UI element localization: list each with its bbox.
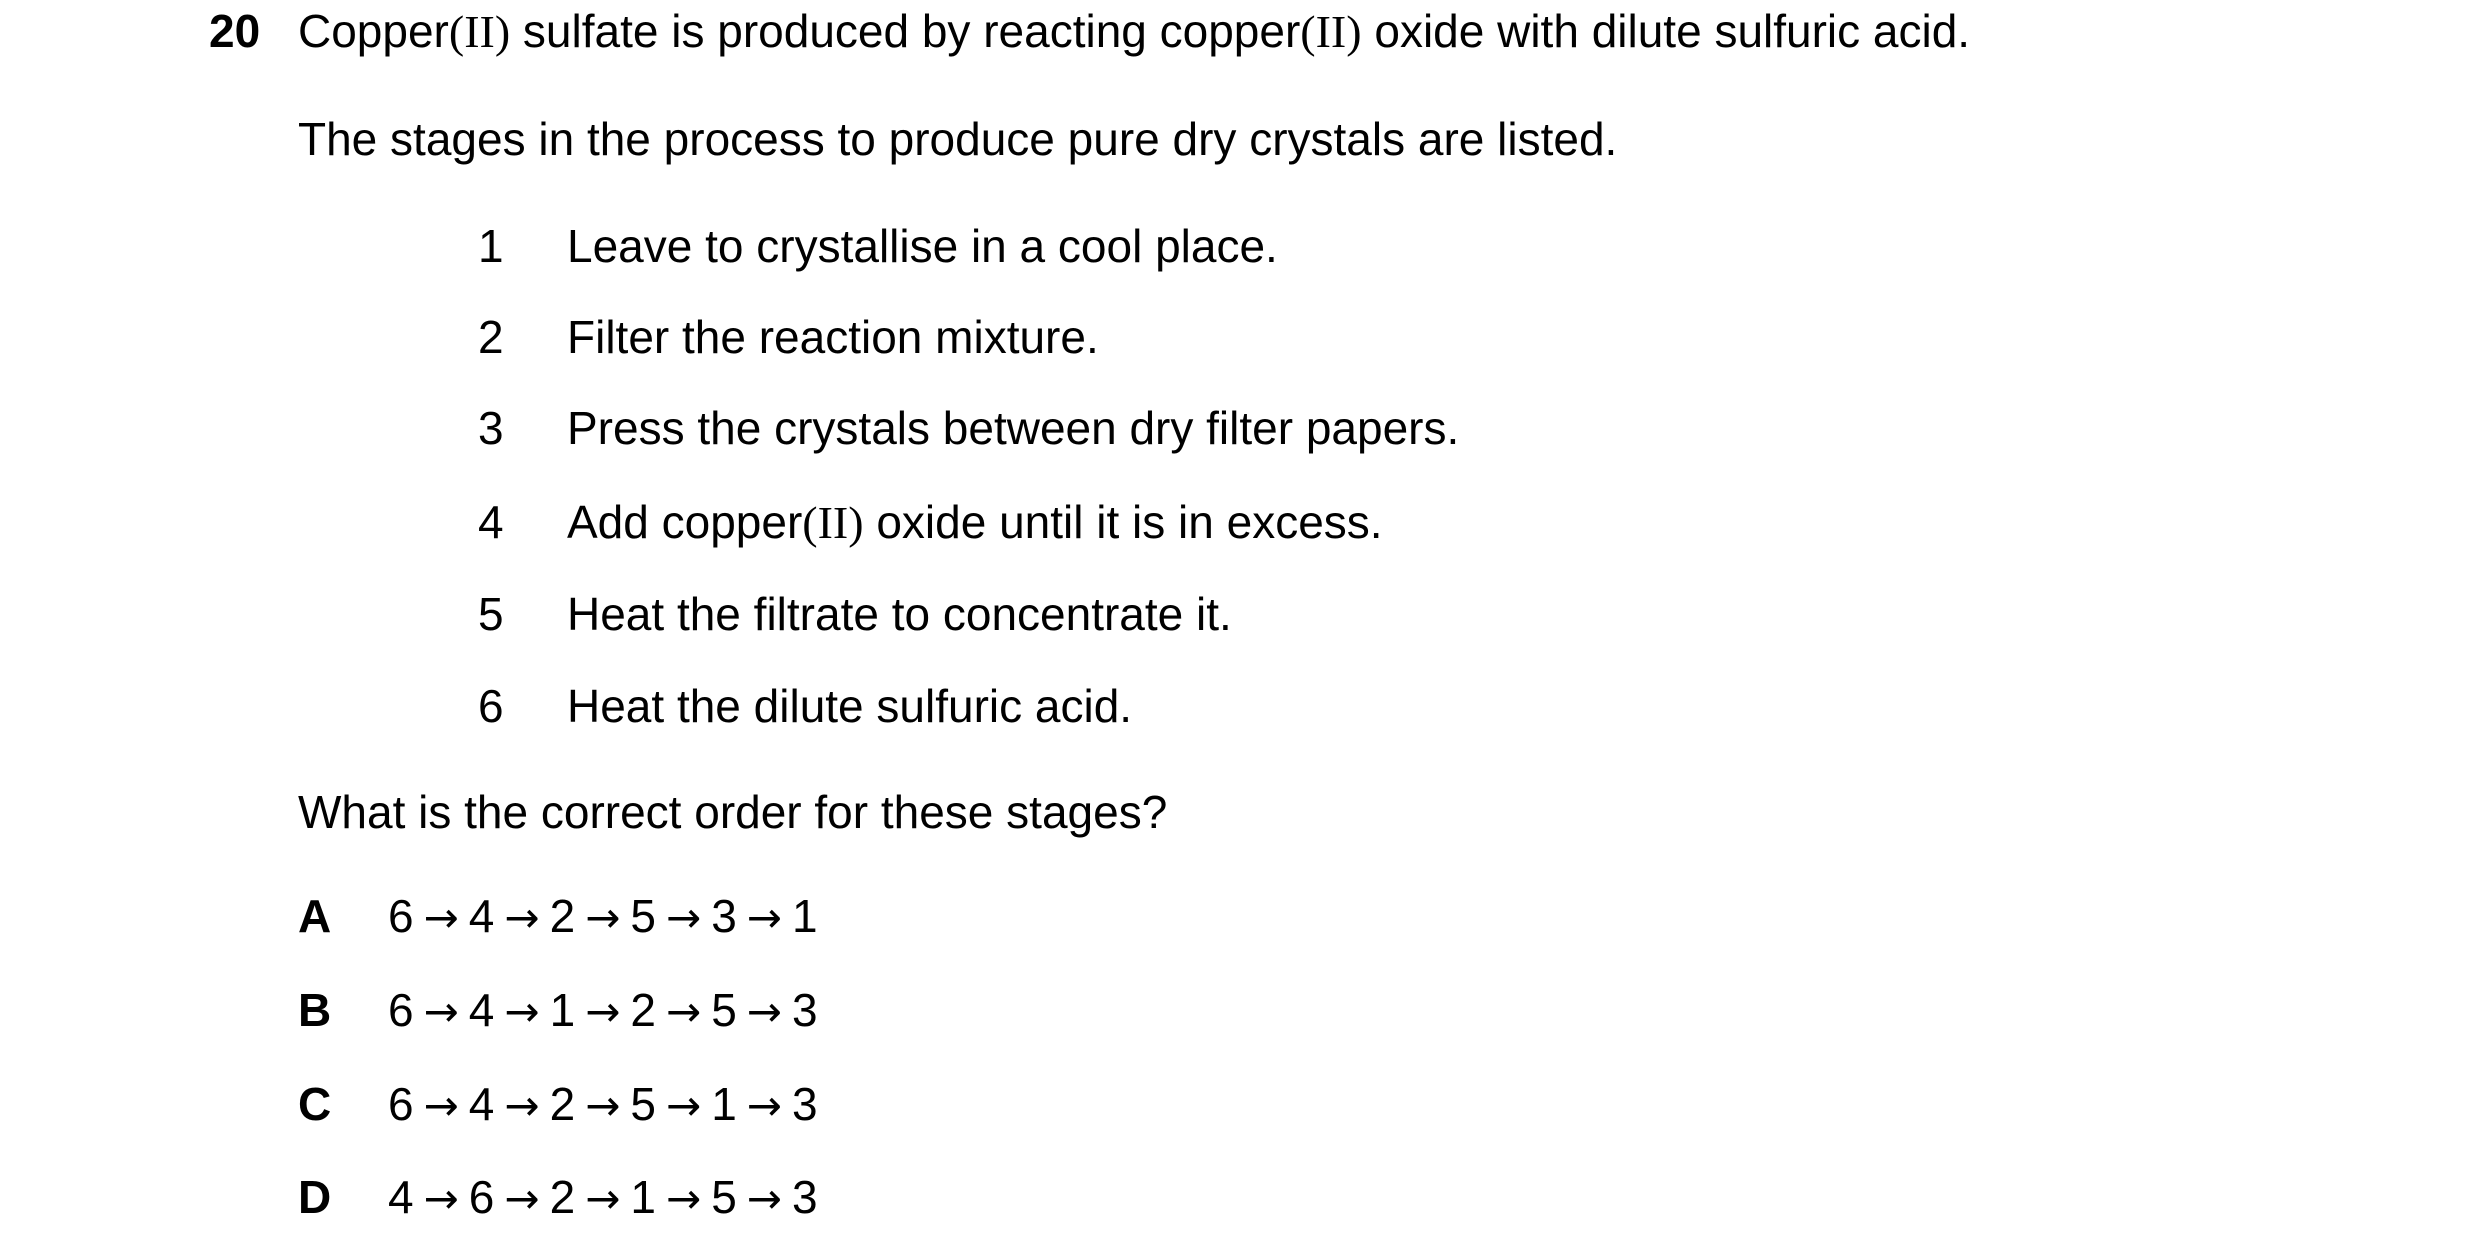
step-number: 5 (711, 984, 737, 1036)
arrow-icon: → (665, 987, 702, 1036)
option-sequence (388, 984, 818, 1036)
arrow-icon: → (746, 987, 782, 1036)
stage-number: 1 (478, 220, 504, 272)
step-number: 3 (711, 890, 737, 942)
stage-text (567, 496, 1383, 548)
step-number: 4 (468, 1078, 495, 1130)
arrow-icon: → (746, 1174, 782, 1223)
arrow-icon: → (504, 893, 540, 942)
step-number: 2 (549, 1171, 576, 1223)
option-sequence (388, 1171, 818, 1223)
step-number: 3 (791, 984, 818, 1036)
step-number: 1 (630, 1171, 656, 1223)
step-number: 4 (468, 984, 495, 1036)
step-number: 4 (468, 890, 495, 942)
arrow-icon: → (746, 893, 782, 942)
step-number: 2 (630, 984, 656, 1036)
stage-text: Press the crystals between dry filter papers. (567, 402, 1460, 454)
step-number: 6 (388, 890, 414, 942)
arrow-icon: → (585, 987, 621, 1036)
arrow-icon: → (423, 1081, 459, 1130)
intro-part: sulfate is produced by reacting copper (510, 5, 1301, 57)
question-number: 20 (209, 5, 261, 57)
arrow-icon: → (746, 1081, 782, 1130)
arrow-icon: → (423, 1174, 459, 1223)
step-number: 3 (791, 1171, 818, 1223)
stage-text: Heat the filtrate to concentrate it. (567, 588, 1232, 640)
step-number: 1 (791, 890, 818, 942)
stage-text: Heat the dilute sulfuric acid. (567, 680, 1133, 732)
arrow-icon: → (585, 893, 621, 942)
intro-part: Copper (298, 5, 449, 57)
arrow-icon: → (504, 1174, 540, 1223)
stage-number: 4 (478, 496, 504, 548)
step-number: 3 (791, 1078, 818, 1130)
arrow-icon: → (585, 1081, 621, 1130)
stage-text-part: Add copper (567, 496, 803, 548)
step-number: 5 (711, 1171, 737, 1223)
stage-text: Leave to crystallise in a cool place. (567, 220, 1278, 272)
step-number: 1 (549, 984, 576, 1036)
option-letter: D (298, 1171, 332, 1223)
option-sequence (388, 1078, 818, 1130)
option-sequence (388, 890, 818, 942)
option-letter: A (298, 890, 332, 942)
step-number: 2 (549, 890, 576, 942)
roman-numeral: (II) (802, 497, 864, 548)
arrow-icon: → (665, 1174, 702, 1223)
arrow-icon: → (504, 987, 540, 1036)
stage-number: 3 (478, 402, 504, 454)
step-number: 5 (630, 890, 656, 942)
step-number: 6 (468, 1171, 495, 1223)
step-number: 6 (388, 1078, 414, 1130)
step-number: 1 (711, 1078, 737, 1130)
arrow-icon: → (504, 1081, 540, 1130)
stage-text-part: oxide until it is in excess. (863, 496, 1383, 548)
step-number: 4 (388, 1171, 414, 1223)
option-letter: B (298, 984, 332, 1036)
arrow-icon: → (665, 1081, 702, 1130)
question-prompt: What is the correct order for these stages? (298, 786, 1168, 838)
arrow-icon: → (585, 1174, 621, 1223)
step-number: 6 (388, 984, 414, 1036)
step-number: 5 (630, 1078, 656, 1130)
roman-numeral: (II) (448, 6, 511, 57)
stage-number: 6 (478, 680, 504, 732)
stage-text: Filter the reaction mixture. (567, 311, 1099, 363)
question-intro (298, 5, 1971, 57)
roman-numeral: (II) (1300, 6, 1362, 57)
option-letter: C (298, 1078, 332, 1130)
arrow-icon: → (423, 893, 459, 942)
stage-number: 5 (478, 588, 504, 640)
question-lead: The stages in the process to produce pure dry crystals are listed. (298, 113, 1618, 165)
stage-number: 2 (478, 311, 504, 363)
arrow-icon: → (423, 987, 459, 1036)
arrow-icon: → (665, 893, 702, 942)
step-number: 2 (549, 1078, 576, 1130)
intro-part: oxide with dilute sulfuric acid. (1361, 5, 1971, 57)
